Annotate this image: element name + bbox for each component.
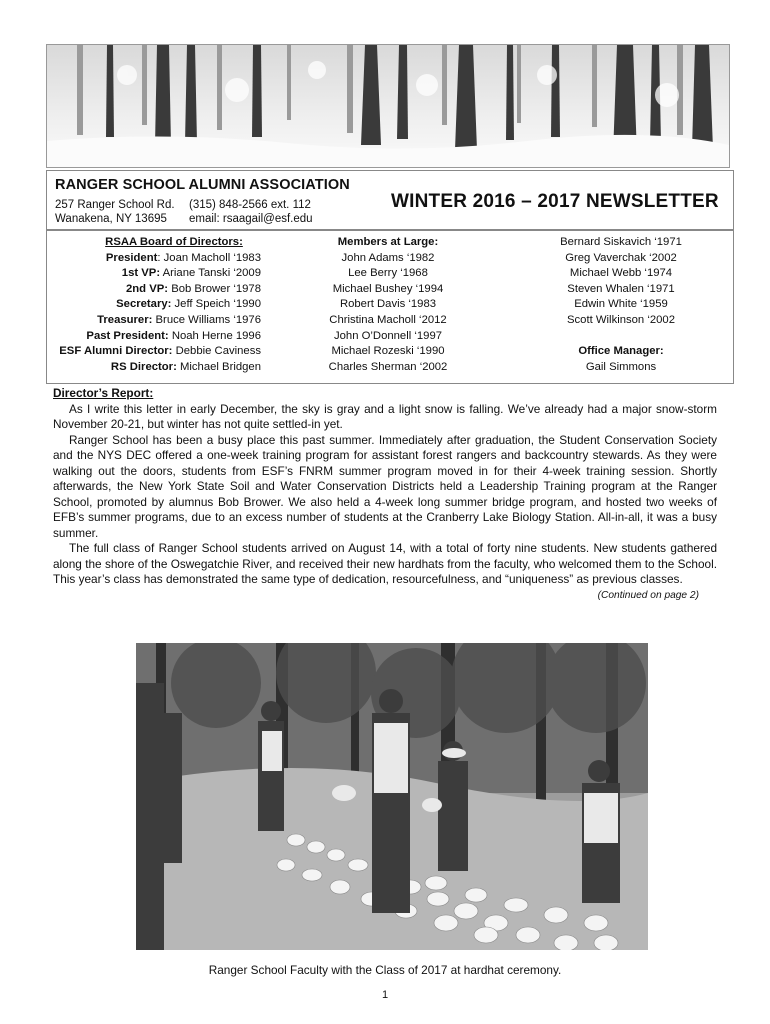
organization-name: RANGER SCHOOL ALUMNI ASSOCIATION <box>55 177 350 193</box>
member-name: Greg Vaverchak ‘2002 <box>565 251 677 264</box>
report-paragraph: As I write this letter in early December, the sky is gray and a light snow is falling. We’ve already had a major snow-storm November 20-21, but winter has not quite settled-in yet. <box>53 401 717 431</box>
phone-number: (315) 848-2566 ext. 112 <box>189 199 311 211</box>
report-paragraph: The full class of Ranger School students arrived on August 14, with a total of forty nine students. New students gathered along the shore of the Oswegatchie River, and received their new hardhats from the faculty, who welcomed them to the School. This year’s class has demonstrated the same type of dedication, resourcefulness, and “uniqueness” as previous classes. (Continued on page 2) <box>53 541 717 588</box>
email-address: email: rsaagail@esf.edu <box>189 213 313 225</box>
address-city: Wanakena, NY 13695 <box>55 213 167 225</box>
header-banner-image <box>46 44 730 168</box>
officer-row: President: Joan Macholl ‘1983 <box>105 251 261 264</box>
report-paragraph: Ranger School has been a busy place this past summer. Immediately after graduation, the Student Conservation Society and the NYS DEC offered a one-week training program for assistant forest rangers and backcountry stewards. As they were walking out the doors, students from ESF’s FNRM summer program moved in for their 4-week training session. Shortly afterwards, the New York State Soil and Water Conservation Districts held a Leadership Training program at the Ranger School, promoted by alumnus Bob Brower. We also held a 4-week long summer bridge program, and hosted two weeks of EFB’s summer programs, due to an excess number of students at the Cranberry Lake Biology Station. All-in-all, it was a busy summer. <box>53 432 717 540</box>
photo-caption: Ranger School Faculty with the Class of 2017 at hardhat ceremony. <box>208 963 562 977</box>
officer-row: 1st VP: Ariane Tanski ‘2009 <box>121 267 261 280</box>
hardhat-ceremony-photo <box>136 643 648 950</box>
members-heading: Members at Large: <box>337 236 439 248</box>
member-name: Charles Sherman ‘2002 <box>328 360 448 373</box>
officer-row: Treasurer: Bruce Williams ‘1976 <box>97 313 261 326</box>
member-name: John O’Donnell ‘1997 <box>333 329 443 342</box>
officer-row: ESF Alumni Director: Debbie Caviness <box>59 345 261 358</box>
newsletter-title: WINTER 2016 – 2017 NEWSLETTER <box>391 191 719 212</box>
member-name: Bernard Siskavich ‘1971 <box>560 236 682 248</box>
officer-row: Secretary: Jeff Speich ‘1990 <box>116 298 261 311</box>
officer-row: 2nd VP: Bob Brower ‘1978 <box>125 282 261 295</box>
address-street: 257 Ranger School Rd. <box>55 199 175 211</box>
board-heading: RSAA Board of Directors: <box>105 236 243 248</box>
member-name: Christina Macholl ‘2012 <box>329 313 447 326</box>
board-of-directors-box <box>46 230 734 384</box>
officer-row: RS Director: Michael Bridgen <box>110 360 261 373</box>
report-heading: Director’s Report: <box>53 386 154 400</box>
page-number: 1 <box>381 989 389 1001</box>
members-at-large-column <box>293 235 483 375</box>
member-name: Lee Berry ‘1968 <box>348 267 428 280</box>
directors-report <box>53 386 717 603</box>
officers-column <box>47 235 261 375</box>
member-name: Steven Whalen ‘1971 <box>567 282 675 295</box>
continued-note: (Continued on page 2) <box>597 589 699 601</box>
member-name: Edwin White ‘1959 <box>574 298 668 311</box>
member-name: Michael Webb ‘1974 <box>569 267 673 280</box>
member-name: Scott Wilkinson ‘2002 <box>567 313 675 326</box>
masthead <box>46 170 734 230</box>
members-continued-column <box>521 235 721 375</box>
member-name: Michael Rozeski ‘1990 <box>331 345 445 358</box>
member-name: John Adams ‘1982 <box>341 251 435 264</box>
office-manager-name: Gail Simmons <box>585 360 657 373</box>
member-name: Robert Davis ‘1983 <box>339 298 437 311</box>
office-manager-heading: Office Manager: <box>578 345 664 358</box>
member-name: Michael Bushey ‘1994 <box>332 282 444 295</box>
officer-row: Past President: Noah Herne 1996 <box>86 329 261 342</box>
